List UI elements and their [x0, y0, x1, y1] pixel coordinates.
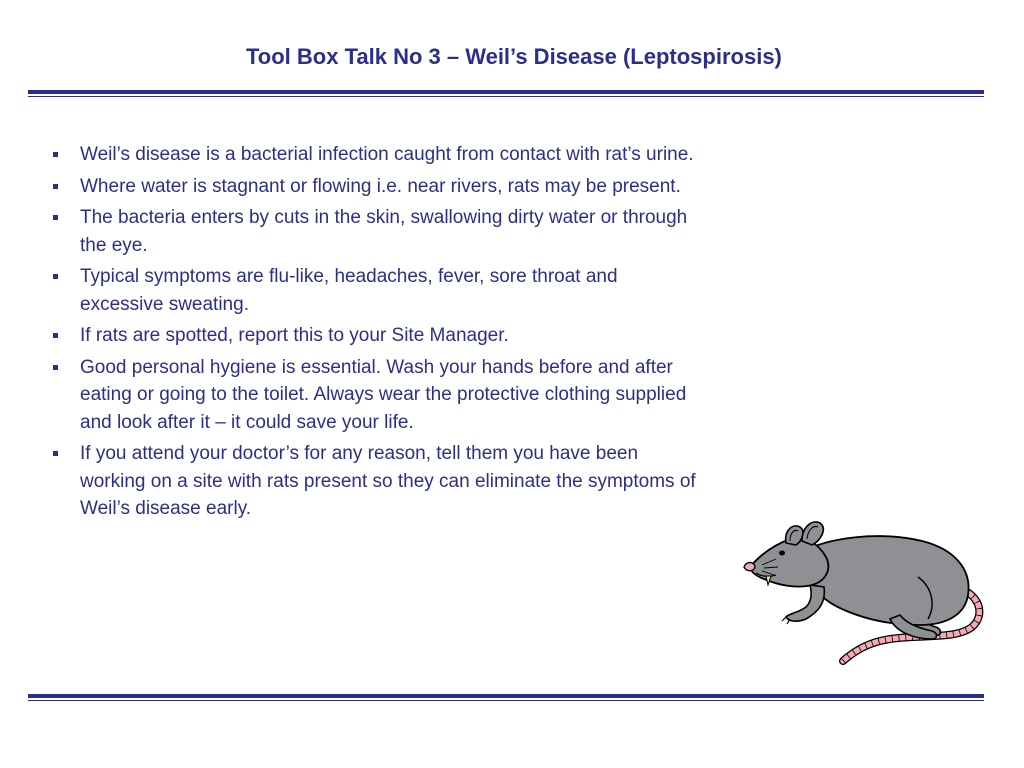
slide-title: Tool Box Talk No 3 – Weil’s Disease (Leptospirosis) — [246, 44, 782, 69]
bullet-item — [50, 173, 700, 201]
bullet-list — [50, 141, 700, 527]
bullet-marker-icon — [53, 451, 58, 456]
bullet-marker-icon — [53, 184, 58, 189]
bullet-item — [50, 263, 700, 318]
bullet-text: If you attend your doctor’s for any reason, tell them you have been working on a site with rats present so they can eliminate the symptoms of Weil’s disease early. — [80, 443, 696, 519]
bullet-item — [50, 354, 700, 437]
bullet-marker-icon — [53, 333, 58, 338]
bullet-text: Typical symptoms are flu-like, headaches, fever, sore throat and excessive sweating. — [80, 266, 618, 315]
bullet-item — [50, 322, 700, 350]
bullet-text: The bacteria enters by cuts in the skin, swallowing dirty water or through the eye. — [80, 207, 688, 256]
bottom-divider — [28, 694, 984, 701]
bullet-text: Weil’s disease is a bacterial infection caught from contact with rat’s urine. — [80, 144, 694, 165]
bullet-marker-icon — [53, 152, 58, 157]
bullet-text: If rats are spotted, report this to your Site Manager. — [80, 325, 509, 346]
bullet-text: Good personal hygiene is essential. Wash your hands before and after eating or going to the toilet. Always wear the protective clothing supplied and look after it – it could save your life. — [80, 356, 687, 433]
rat-icon — [740, 515, 990, 665]
bullet-marker-icon — [53, 274, 58, 279]
bullet-item — [50, 204, 700, 259]
bullet-item — [50, 141, 700, 169]
bullet-marker-icon — [53, 215, 58, 220]
bullet-marker-icon — [53, 365, 58, 370]
top-divider — [28, 90, 984, 97]
bullet-text: Where water is stagnant or flowing i.e. near rivers, rats may be present. — [80, 175, 681, 197]
bullet-item — [50, 440, 700, 523]
